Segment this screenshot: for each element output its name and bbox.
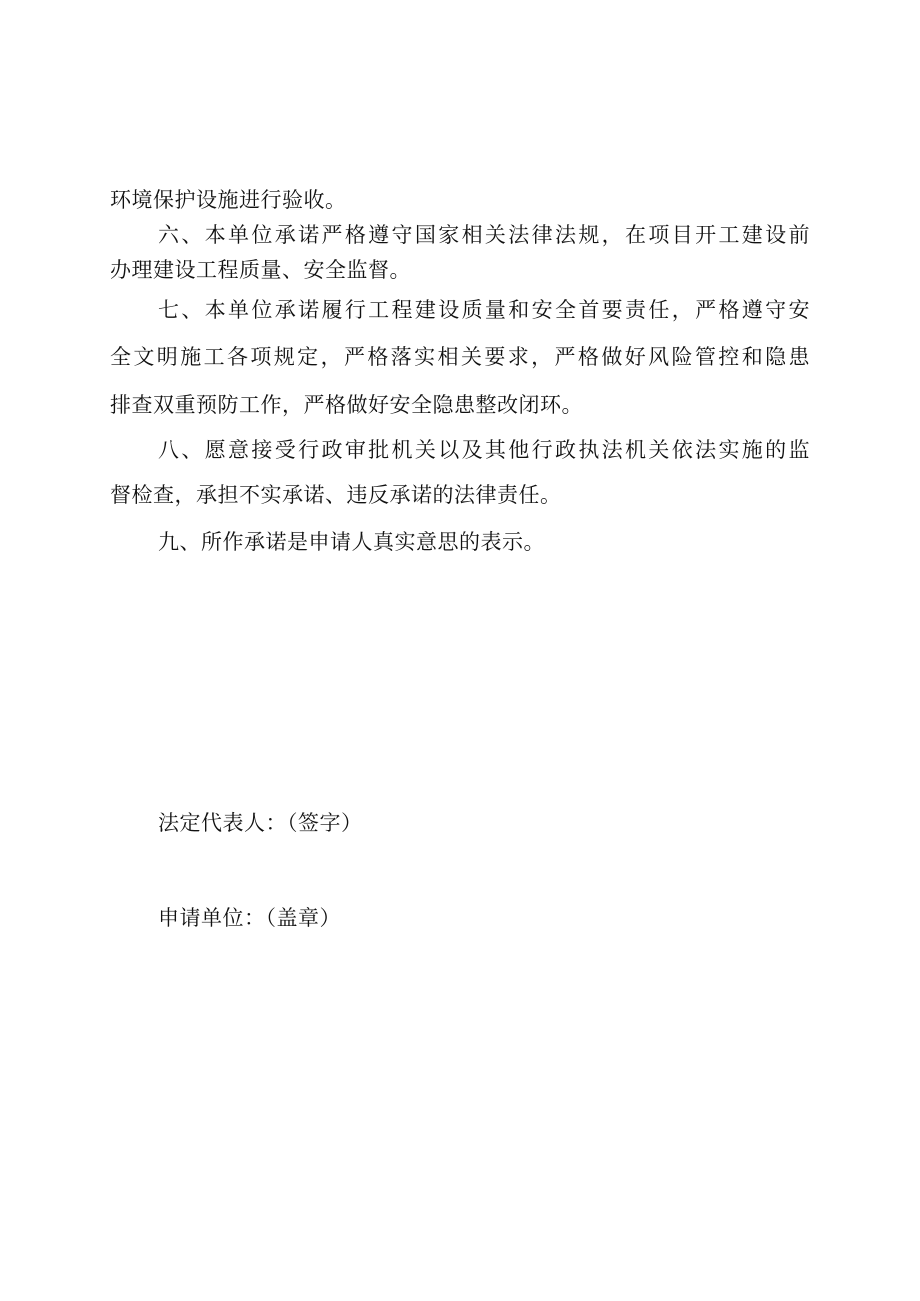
item-7-line-1: 七、本单位承诺履行工程建设质量和安全首要责任，严格遵守安 <box>158 298 810 322</box>
item-6-line-2: 办理建设工程质量、安全监督。 <box>110 258 411 282</box>
legal-representative-signature: 法定代表人：（签字） <box>158 811 363 835</box>
item-8-line-2: 督检查，承担不实承诺、违反承诺的法律责任。 <box>110 483 562 507</box>
item-8-line-1: 八、愿意接受行政审批机关以及其他行政执法机关依法实施的监 <box>158 438 810 462</box>
item-7-line-2: 全文明施工各项规定，严格落实相关要求，严格做好风险管控和隐患 <box>110 345 810 369</box>
applicant-seal: 申请单位：（盖章） <box>158 906 341 930</box>
paragraph-continued-line: 环境保护设施进行验收。 <box>110 188 347 212</box>
item-7-line-3: 排查双重预防工作，严格做好安全隐患整改闭环。 <box>110 393 583 417</box>
item-6-line-1: 六、本单位承诺严格遵守国家相关法律法规，在项目开工建设前 <box>158 223 810 247</box>
item-9-line-1: 九、所作承诺是申请人真实意思的表示。 <box>158 530 545 554</box>
